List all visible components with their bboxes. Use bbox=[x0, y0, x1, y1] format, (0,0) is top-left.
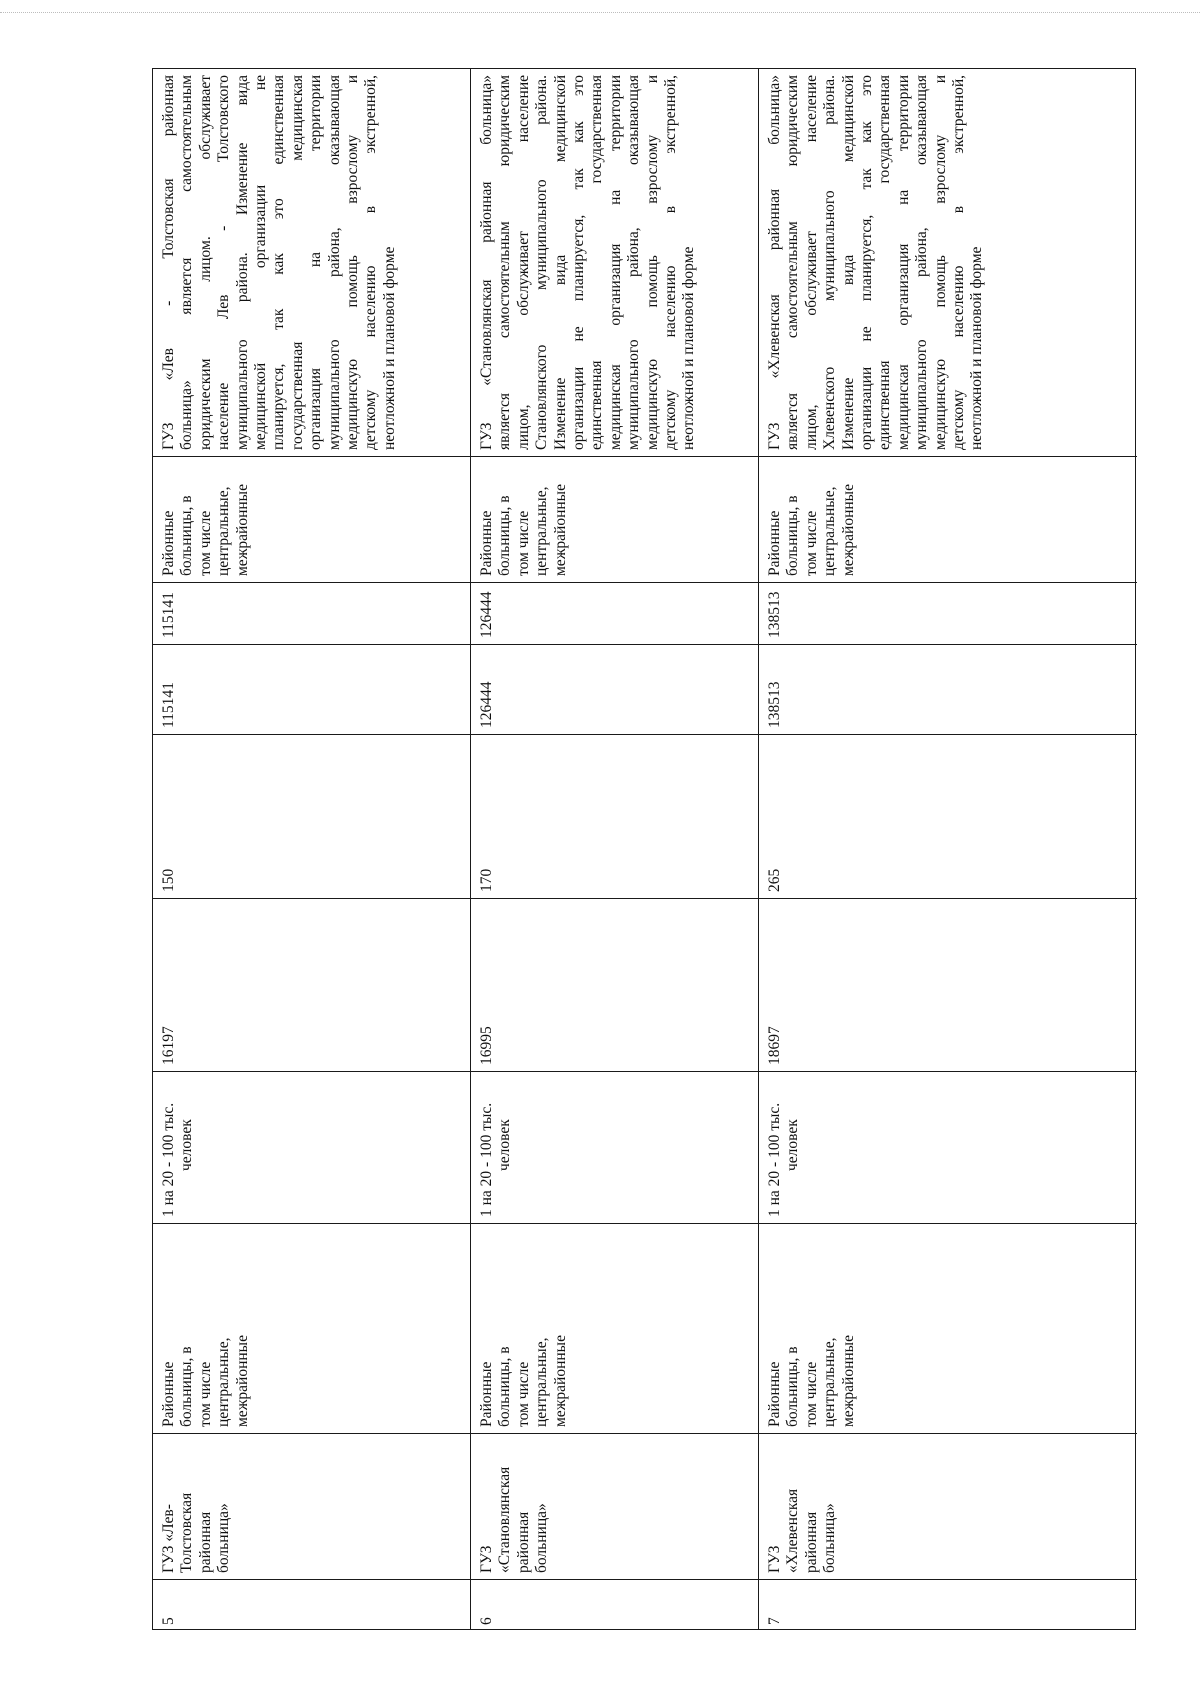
note-line: юридическим лицом. обслуживает bbox=[196, 75, 214, 450]
cell-border bbox=[759, 456, 1137, 457]
note-line: муниципального района, оказывающая bbox=[913, 75, 931, 450]
cell-border bbox=[471, 456, 758, 457]
cell-line-text: больница» bbox=[821, 1503, 839, 1573]
cell-border bbox=[759, 1433, 1137, 1434]
note-line: медицинскую помощь взрослому и bbox=[643, 75, 661, 450]
cell-note bbox=[478, 75, 752, 450]
cell-note bbox=[766, 75, 1130, 450]
cell-border bbox=[153, 1579, 470, 1580]
cell-line-text: Районные bbox=[160, 510, 177, 576]
cell-line-text: больницы, в bbox=[784, 495, 802, 576]
cell-border bbox=[153, 644, 470, 645]
cell-norm bbox=[766, 1077, 1130, 1217]
cell-note bbox=[160, 75, 464, 450]
cell-value: 170 bbox=[478, 868, 495, 892]
table-row bbox=[153, 69, 471, 1629]
cell-border bbox=[759, 1071, 1137, 1072]
cell-value: 16197 bbox=[160, 1026, 177, 1065]
cell-value: 16995 bbox=[478, 1026, 495, 1065]
cell-line-text: 1 на 20 - 100 тыс. bbox=[478, 1102, 495, 1217]
cell-type2 bbox=[766, 462, 1130, 576]
cell-value: 6 bbox=[478, 1617, 495, 1625]
cell-value-b bbox=[478, 588, 752, 638]
note-line-last: неотложной и плановой форме bbox=[380, 246, 398, 450]
cell-line-text: Районные bbox=[160, 1361, 177, 1427]
cell-line-text: Районные bbox=[766, 510, 783, 576]
note-line: Изменение вида медицинской bbox=[551, 75, 569, 450]
cell-num bbox=[160, 1585, 464, 1625]
note-line: медицинская организация на территории bbox=[606, 75, 624, 450]
cell-value-a bbox=[766, 650, 1130, 728]
cell-line-text: Районные bbox=[478, 1361, 495, 1427]
note-line: медицинской организации не bbox=[252, 75, 270, 450]
cell-value: 115141 bbox=[160, 682, 177, 728]
cell-line-text: том числе bbox=[514, 510, 532, 576]
cell-line-text: том числе bbox=[514, 1361, 532, 1427]
cell-line-text: больницы, в bbox=[178, 495, 196, 576]
cell-type bbox=[478, 1229, 752, 1427]
cell-line-text: 1 на 20 - 100 тыс. bbox=[160, 1102, 177, 1217]
cell-line-text: больницы, в bbox=[496, 495, 514, 576]
cell-line-text: «Становлянская bbox=[496, 1466, 514, 1573]
note-line: медицинскую помощь взрослому и bbox=[344, 75, 362, 450]
cell-border bbox=[471, 1433, 758, 1434]
cell-border bbox=[153, 734, 470, 735]
note-line: организация на территории bbox=[307, 75, 325, 450]
cell-line-text: больница» bbox=[533, 1503, 551, 1573]
cell-population bbox=[160, 904, 464, 1065]
cell-border bbox=[153, 1433, 470, 1434]
cell-line-text: человек bbox=[178, 1119, 196, 1171]
page-top-rule bbox=[0, 12, 1200, 13]
note-line: Становлянского муниципального района. bbox=[533, 75, 551, 450]
note-line: единственная государственная bbox=[876, 75, 894, 450]
cell-norm bbox=[160, 1077, 464, 1217]
cell-border bbox=[759, 734, 1137, 735]
cell-line-text: том числе bbox=[802, 1361, 820, 1427]
cell-border bbox=[471, 898, 758, 899]
cell-value: 138513 bbox=[766, 591, 783, 638]
cell-value: 7 bbox=[766, 1617, 783, 1625]
cell-line-text: центральные, bbox=[215, 486, 233, 576]
note-line: лицом, обслуживает население bbox=[514, 75, 532, 450]
cell-beds bbox=[766, 740, 1130, 892]
cell-line-text: «Хлевенская bbox=[784, 1488, 802, 1573]
cell-line-text: ГУЗ «Лев- bbox=[160, 1504, 177, 1573]
note-line: муниципального района. Изменение вида bbox=[233, 75, 251, 450]
cell-line-text: больницы, в bbox=[496, 1346, 514, 1427]
cell-type2 bbox=[478, 462, 752, 576]
note-line-last: неотложной и плановой форме bbox=[680, 246, 698, 450]
cell-line-text: центральные, bbox=[821, 486, 839, 576]
cell-value: 138513 bbox=[766, 681, 783, 728]
cell-border bbox=[471, 1579, 758, 1580]
cell-line-text: центральные, bbox=[215, 1337, 233, 1427]
note-line: муниципального района, оказывающая bbox=[325, 75, 343, 450]
note-line: Изменение вида медицинской bbox=[839, 75, 857, 450]
cell-num bbox=[766, 1585, 1130, 1625]
cell-border bbox=[471, 1071, 758, 1072]
note-line: лицом, обслуживает население bbox=[802, 75, 820, 450]
cell-beds bbox=[160, 740, 464, 892]
cell-name bbox=[766, 1439, 1130, 1573]
cell-line-text: 1 на 20 - 100 тыс. bbox=[766, 1102, 783, 1217]
cell-line-text: центральные, bbox=[821, 1337, 839, 1427]
cell-value-a bbox=[478, 650, 752, 728]
cell-border bbox=[153, 1223, 470, 1224]
note-line: детскому населению в экстренной, bbox=[662, 75, 680, 450]
cell-line-text: человек bbox=[496, 1119, 514, 1171]
cell-line-text: том числе bbox=[196, 1361, 214, 1427]
note-line: больница» является самостоятельным bbox=[178, 75, 196, 450]
cell-value: 150 bbox=[160, 868, 177, 892]
cell-line-text: человек bbox=[784, 1119, 802, 1171]
cell-value: 126444 bbox=[478, 591, 495, 638]
cell-line-text: больницы, в bbox=[178, 1346, 196, 1427]
cell-border bbox=[471, 1223, 758, 1224]
cell-population bbox=[478, 904, 752, 1065]
cell-line-text: районная bbox=[196, 1511, 214, 1573]
cell-value: 126444 bbox=[478, 681, 495, 728]
note-line: организации не планируется, так как это bbox=[858, 75, 876, 450]
cell-line-text: межрайонные bbox=[551, 1335, 569, 1427]
cell-line-text: Районные bbox=[478, 510, 495, 576]
cell-type bbox=[160, 1229, 464, 1427]
cell-value: 18697 bbox=[766, 1026, 783, 1065]
note-line: ГУЗ «Становлянская районная больница» bbox=[478, 75, 495, 450]
table-row bbox=[759, 69, 1137, 1629]
note-line: детскому населению в экстренной, bbox=[950, 75, 968, 450]
cell-beds bbox=[478, 740, 752, 892]
cell-border bbox=[759, 898, 1137, 899]
cell-line-text: межрайонные bbox=[839, 484, 857, 576]
cell-population bbox=[766, 904, 1130, 1065]
cell-line-text: том числе bbox=[196, 510, 214, 576]
cell-border bbox=[759, 1579, 1137, 1580]
cell-border bbox=[153, 1071, 470, 1072]
note-line: население Лев - Толстовского bbox=[215, 75, 233, 450]
cell-value-b bbox=[766, 588, 1130, 638]
cell-line-text: ГУЗ bbox=[478, 1545, 495, 1573]
table-row bbox=[471, 69, 759, 1629]
cell-border bbox=[153, 582, 470, 583]
cell-value: 115141 bbox=[160, 592, 177, 638]
note-line: муниципального района, оказывающая bbox=[625, 75, 643, 450]
cell-border bbox=[759, 644, 1137, 645]
cell-line-text: районная bbox=[514, 1511, 532, 1573]
cell-border bbox=[153, 456, 470, 457]
note-line: медицинскую помощь взрослому и bbox=[931, 75, 949, 450]
note-line: медицинская организация на территории bbox=[894, 75, 912, 450]
note-line: ГУЗ «Лев - Толстовская районная bbox=[160, 75, 177, 450]
cell-border bbox=[759, 582, 1137, 583]
cell-value: 265 bbox=[766, 868, 783, 892]
cell-line-text: межрайонные bbox=[839, 1335, 857, 1427]
cell-name bbox=[160, 1439, 464, 1573]
cell-line-text: районная bbox=[802, 1511, 820, 1573]
note-line: планируется, так как это единственная bbox=[270, 75, 288, 450]
cell-border bbox=[471, 734, 758, 735]
cell-line-text: больница» bbox=[215, 1503, 233, 1573]
cell-value-a bbox=[160, 650, 464, 728]
note-line: организации не планируется, так как это bbox=[570, 75, 588, 450]
cell-border bbox=[471, 582, 758, 583]
cell-type2 bbox=[160, 462, 464, 576]
note-line-last: неотложной и плановой форме bbox=[968, 246, 986, 450]
cell-norm bbox=[478, 1077, 752, 1217]
note-line: Хлевенского муниципального района. bbox=[821, 75, 839, 450]
cell-line-text: том числе bbox=[802, 510, 820, 576]
note-line: единственная государственная bbox=[588, 75, 606, 450]
cell-line-text: Толстовская bbox=[178, 1492, 196, 1573]
cell-border bbox=[471, 644, 758, 645]
cell-line-text: ГУЗ bbox=[766, 1545, 783, 1573]
cell-value-b bbox=[160, 588, 464, 638]
cell-name bbox=[478, 1439, 752, 1573]
cell-line-text: больницы, в bbox=[784, 1346, 802, 1427]
cell-line-text: центральные, bbox=[533, 1337, 551, 1427]
cell-border bbox=[153, 898, 470, 899]
note-line: является самостоятельным юридическим bbox=[784, 75, 802, 450]
note-line: является самостоятельным юридическим bbox=[496, 75, 514, 450]
cell-type bbox=[766, 1229, 1130, 1427]
cell-line-text: межрайонные bbox=[233, 484, 251, 576]
note-line: ГУЗ «Хлевенская районная больница» bbox=[766, 75, 783, 450]
cell-border bbox=[759, 1223, 1137, 1224]
cell-line-text: центральные, bbox=[533, 486, 551, 576]
cell-value: 5 bbox=[160, 1617, 177, 1625]
note-line: детскому населению в экстренной, bbox=[362, 75, 380, 450]
cell-num bbox=[478, 1585, 752, 1625]
cell-line-text: межрайонные bbox=[551, 484, 569, 576]
hospital-table bbox=[152, 68, 1136, 1630]
cell-line-text: Районные bbox=[766, 1361, 783, 1427]
cell-line-text: межрайонные bbox=[233, 1335, 251, 1427]
note-line: государственная медицинская bbox=[288, 75, 306, 450]
